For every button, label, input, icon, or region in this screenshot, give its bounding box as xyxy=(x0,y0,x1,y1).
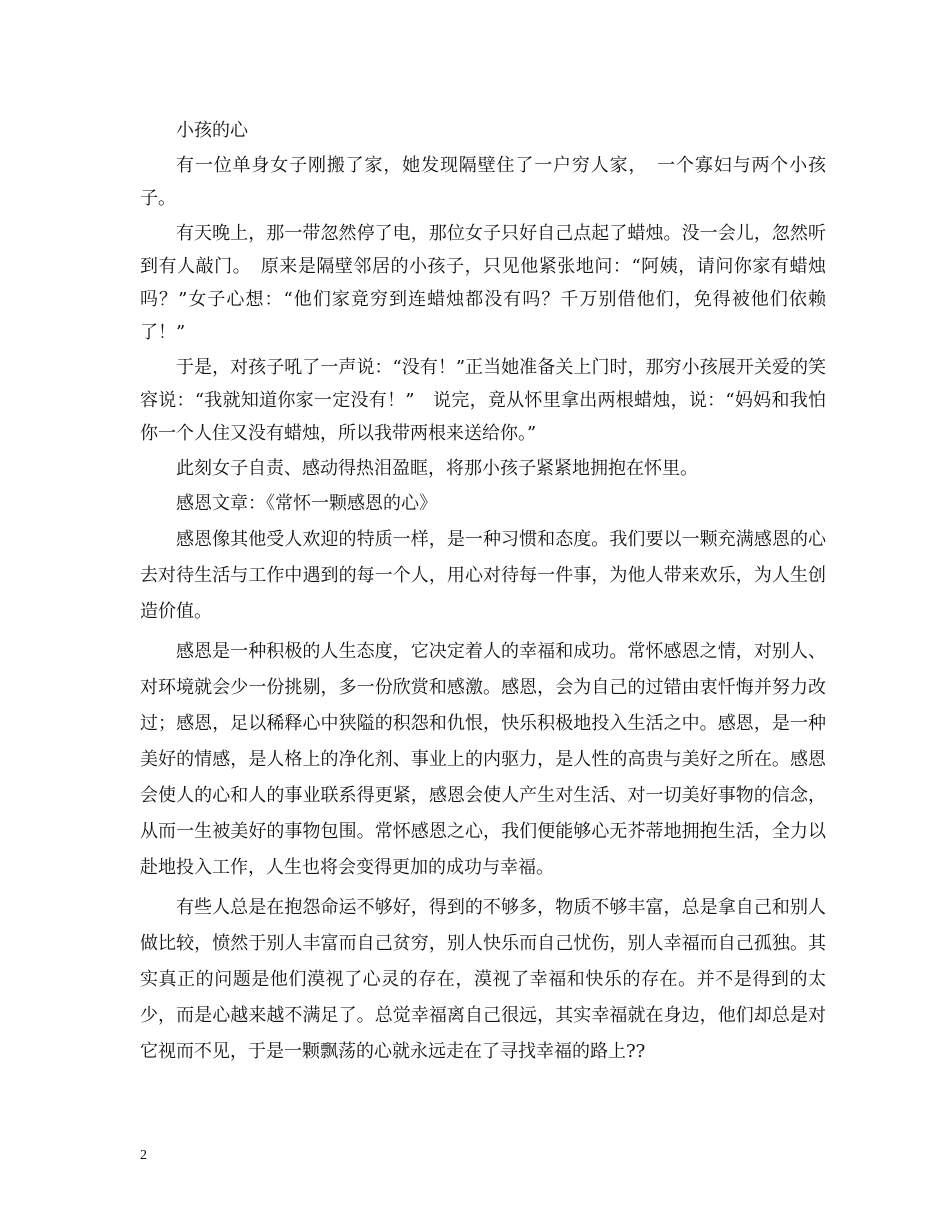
paragraph: 有些人总是在抱怨命运不够好，得到的不够多，物质不够丰富，总是拿自己和别人做比较，愤然于别人丰富而自己贫穷，别人快乐而自己忧伤，别人幸福而自己孤独。其实真正的问题是他们漠视了心灵的存在，漠视了幸福和快乐的存在。并不是得到的太少，而是心越来越不满足了。总觉幸福离自己很远，其实幸福就在身边，他们却总是对它视而不见，于是一颗飘荡的心就永远走在了寻找幸福的路上?? xyxy=(140,897,826,1062)
article-title: 感恩文章：《常怀一颗感恩的心》 xyxy=(176,493,437,514)
page-number: 2 xyxy=(140,1148,147,1163)
paragraph: 有天晚上，那一带忽然停了电，那位女子只好自己点起了蜡烛。没一会儿，忽然听到有人敲门。 原来是隔壁邻居的小孩子，只见他紧张地问：“阿姨，请问你家有蜡烛吗？”女子心想：“他们家竟穷到连蜡烛都没有吗？千万别借他们，免得被他们依赖了！” xyxy=(140,223,826,343)
paragraph: 有一位单身女子刚搬了家，她发现隔壁住了一户穷人家， 一个寡妇与两个小孩子。 xyxy=(140,155,826,209)
story-title: 小孩的心 xyxy=(176,120,248,141)
paragraph: 于是，对孩子吼了一声说：“没有！”正当她准备关上门时，那穷小孩展开关爱的笑容说：“我就知道你家一定没有！” 说完，竟从怀里拿出两根蜡烛，说：“妈妈和我怕你一个人住又没有蜡烛，所以我带两根来送给你。” xyxy=(140,357,826,444)
paragraph: 此刻女子自责、感动得热泪盈眶，将那小孩子紧紧地拥抱在怀里。 xyxy=(176,458,698,479)
paragraph: 感恩是一种积极的人生态度，它决定着人的幸福和成功。常怀感恩之情，对别人、对环境就会少一份挑剔，多一份欣赏和感激。感恩，会为自己的过错由衷忏悔并努力改过；感恩，足以稀释心中狭隘的积怨和仇恨，快乐积极地投入生活之中。感恩，是一种美好的情感，是人格上的净化剂、事业上的内驱力，是人性的高贵与美好之所在。感恩会使人的心和人的事业联系得更紧，感恩会使人产生对生活、对一切美好事物的信念，从而一生被美好的事物包围。常怀感恩之心，我们便能够心无芥蒂地拥抱生活，全力以赴地投入工作，人生也将会变得更加的成功与幸福。 xyxy=(140,641,826,878)
document-body xyxy=(140,114,826,1074)
paragraph: 感恩像其他受人欢迎的特质一样，是一种习惯和态度。我们要以一颗充满感恩的心去对待生活与工作中遇到的每一个人，用心对待每一件事，为他人带来欢乐，为人生创造价值。 xyxy=(140,529,826,622)
